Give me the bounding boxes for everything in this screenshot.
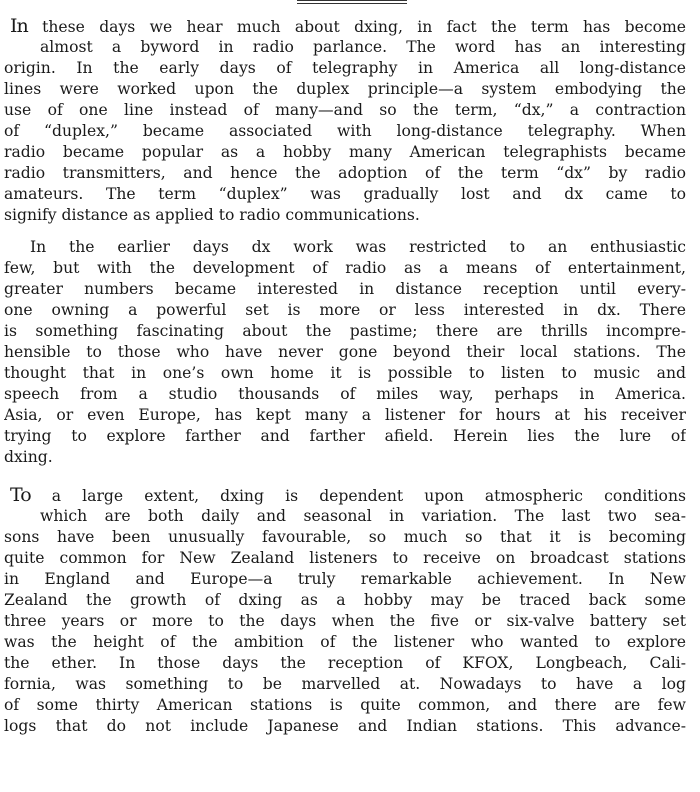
text-line: three years or more to the days when the five or six-valve battery set bbox=[4, 612, 686, 630]
text-line: fornia, was something to be marvelled at. Nowadays to have a log bbox=[4, 675, 686, 693]
text-line: In the earlier days dx work was restricted to an enthusiastic bbox=[30, 238, 686, 256]
text-line: one owning a powerful set is more or less interested in dx. There bbox=[4, 301, 686, 319]
section1-paragraph2 bbox=[4, 237, 686, 468]
text-line: thought that in one’s own home it is possible to listen to music and bbox=[4, 364, 686, 382]
text-line: amateurs. The term “duplex” was gradually lost and dx came to bbox=[4, 185, 686, 203]
text-line: was the height of the ambition of the listener who wanted to explore bbox=[4, 633, 686, 651]
text-line: origin. In the early days of telegraphy in America all long-distance bbox=[4, 59, 686, 77]
text-line: lines were worked upon the duplex principle—a system embodying the bbox=[4, 80, 686, 98]
text-line: logs that do not include Japanese and Indian stations. This advance- bbox=[4, 717, 686, 735]
text-line: To a large extent, dxing is dependent upon atmospheric conditions bbox=[10, 485, 686, 506]
text-line: radio became popular as a hobby many American telegraphists became bbox=[4, 143, 686, 161]
text-line: dxing. bbox=[4, 448, 53, 466]
section2-paragraph1 bbox=[4, 485, 686, 737]
text-line: sons have been unusually favourable, so much so that it is becoming bbox=[4, 528, 686, 546]
text-line: Asia, or even Europe, has kept many a listener for hours at his receiver bbox=[4, 406, 686, 424]
text-line: speech from a studio thousands of miles way, perhaps in America. bbox=[4, 385, 686, 403]
text-line: radio transmitters, and hence the adoption of the term “dx” by radio bbox=[4, 164, 686, 182]
text-line: is something fascinating about the pastime; there are thrills incompre- bbox=[4, 322, 686, 340]
text-line: In these days we hear much about dxing, in fact the term has become bbox=[10, 16, 686, 37]
text-line: almost a byword in radio parlance. The word has an interesting bbox=[40, 38, 686, 56]
initial-capital: In bbox=[10, 16, 28, 37]
text-line: trying to explore farther and farther afield. Herein lies the lure of bbox=[4, 427, 686, 445]
text-line: use of one line instead of many—and so the term, “dx,” a contraction bbox=[4, 101, 686, 119]
text-line: Zealand the growth of dxing as a hobby may be traced back some bbox=[4, 591, 686, 609]
article-body bbox=[4, 16, 686, 737]
text-line: in England and Europe—a truly remarkable achievement. In New bbox=[4, 570, 686, 588]
text-line: of some thirty American stations is quite common, and there are few bbox=[4, 696, 686, 714]
top-decorative-rule bbox=[297, 0, 407, 4]
text-line: the ether. In those days the reception of KFOX, Longbeach, Cali- bbox=[4, 654, 686, 672]
text-line: few, but with the development of radio as a means of entertainment, bbox=[4, 259, 686, 277]
text-line: quite common for New Zealand listeners to receive on broadcast stations bbox=[4, 549, 686, 567]
text-line: hensible to those who have never gone beyond their local stations. The bbox=[4, 343, 686, 361]
text-line: which are both daily and seasonal in variation. The last two sea- bbox=[40, 507, 686, 525]
section1-paragraph1 bbox=[4, 16, 686, 226]
initial-capital: To bbox=[10, 485, 31, 506]
text-line: of “duplex,” became associated with long-distance telegraphy. When bbox=[4, 122, 686, 140]
text-line: greater numbers became interested in distance reception until every- bbox=[4, 280, 686, 298]
text-line: signify distance as applied to radio communications. bbox=[4, 206, 420, 224]
